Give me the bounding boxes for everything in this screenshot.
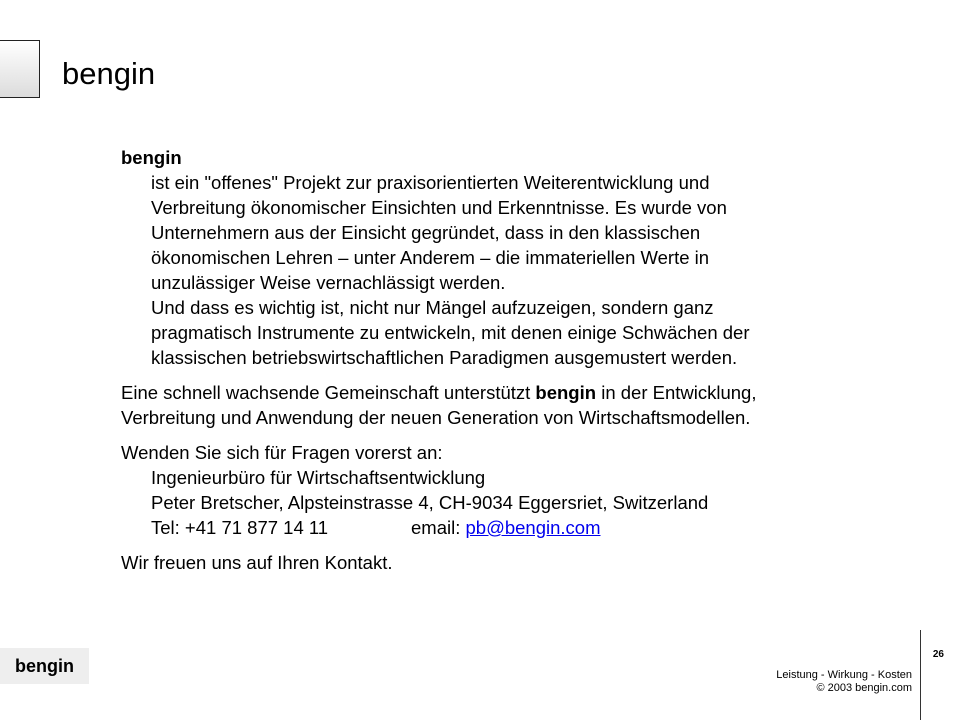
intro-paragraph (121, 170, 901, 370)
title-decoration (0, 40, 40, 98)
community-line-2: Verbreitung und Anwendung der neuen Generation von Wirtschaftsmodellen. (121, 407, 751, 428)
community-text: Eine schnell wachsende Gemeinschaft unterstützt (121, 382, 536, 403)
intro-heading: bengin (121, 147, 182, 168)
contact-phone-row (151, 515, 901, 540)
contact-email-label: email: (411, 517, 466, 538)
contact-phone: Tel: +41 71 877 14 11 (151, 517, 329, 538)
footer-logo: bengin (0, 648, 89, 684)
intro-line: Unternehmern aus der Einsicht gegründet, dass in den klassischen (151, 222, 701, 243)
contact-address: Peter Bretscher, Alpsteinstrasse 4, CH-9034 Eggersriet, Switzerland (151, 492, 709, 513)
email-link[interactable]: pb@bengin.com (465, 517, 601, 538)
community-brand: bengin (535, 382, 597, 403)
closing-text: Wir freuen uns auf Ihren Kontakt. (121, 552, 393, 573)
footer-divider (920, 630, 921, 720)
intro-line: ist ein "offenes" Projekt zur praxisorientierten Weiterentwicklung und (151, 172, 710, 193)
intro-line: klassischen betriebswirtschaftlichen Paradigmen ausgemustert werden. (151, 347, 738, 368)
contact-company: Ingenieurbüro für Wirtschaftsentwicklung (151, 467, 486, 488)
slide-title: bengin (62, 56, 156, 91)
intro-line: Und dass es wichtig ist, nicht nur Mängel aufzuzeigen, sondern ganz (151, 297, 714, 318)
intro-line: unzulässiger Weise vernachlässigt werden. (151, 272, 506, 293)
community-paragraph (121, 380, 901, 405)
community-text-end: in der Entwicklung, (596, 382, 757, 403)
footer-text (776, 669, 912, 695)
contact-block (121, 465, 901, 540)
slide-content (121, 145, 901, 575)
intro-line: pragmatisch Instrumente zu entwickeln, mit denen einige Schwächen der (151, 322, 750, 343)
page-number: 26 (932, 649, 944, 660)
footer-copyright: © 2003 bengin.com (816, 682, 912, 694)
footer-tagline: Leistung - Wirkung - Kosten (776, 669, 912, 681)
intro-line: Verbreitung ökonomischer Einsichten und Erkenntnisse. Es wurde von (151, 197, 727, 218)
contact-intro: Wenden Sie sich für Fragen vorerst an: (121, 442, 443, 463)
intro-line: ökonomischen Lehren – unter Anderem – die immateriellen Werte in (151, 247, 710, 268)
